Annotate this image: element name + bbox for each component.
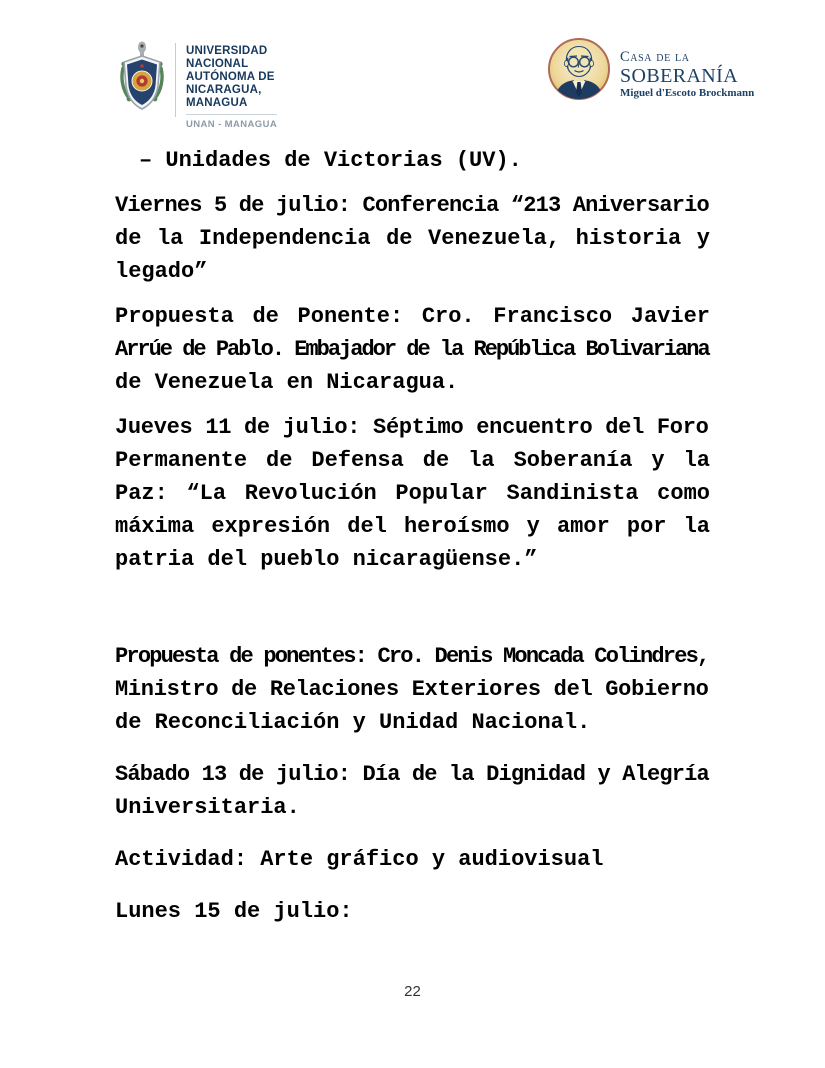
- casa-subtitle: Miguel d'Escoto Brockmann: [620, 87, 755, 99]
- text-line: Propuesta de Ponente: Cro. Francisco Javier: [115, 304, 710, 329]
- unan-name-line: NACIONAL: [186, 58, 249, 70]
- casa-medallion-icon: [547, 37, 611, 101]
- text-line: Actividad: Arte gráfico y audiovisual: [115, 847, 604, 872]
- unan-name-line: MANAGUA: [186, 97, 248, 109]
- text-line: legado”: [115, 259, 208, 284]
- page-number: 22: [404, 983, 421, 1000]
- text-line: Paz: “La Revolución Popular Sandinista como: [115, 481, 710, 506]
- text-line: de la Independencia de Venezuela, historia y: [115, 226, 710, 251]
- unan-name: [186, 40, 277, 110]
- paragraph: [115, 300, 710, 399]
- document-body: [115, 144, 710, 928]
- unan-crest-icon: [117, 40, 167, 118]
- text-line: – Unidades de Victorias (UV).: [139, 148, 522, 173]
- paragraph: [115, 895, 710, 928]
- logo-divider: [175, 43, 176, 117]
- text-line: Propuesta de ponentes: Cro. Denis Moncada Colindres,: [115, 644, 709, 669]
- unan-name-line: NICARAGUA,: [186, 84, 262, 96]
- text-line: Universitaria.: [115, 795, 300, 820]
- text-line: Permanente de Defensa de la Soberanía y la: [115, 448, 710, 473]
- paragraph: [115, 758, 710, 824]
- unan-subtitle: UNAN - MANAGUA: [186, 114, 277, 130]
- text-line: patria del pueblo nicaragüense.”: [115, 547, 538, 572]
- text-line: Lunes 15 de julio:: [115, 899, 353, 924]
- unan-name-line: UNIVERSIDAD: [186, 45, 268, 57]
- text-line: Jueves 11 de julio: Séptimo encuentro del Foro: [115, 415, 709, 440]
- blank-paragraph: [115, 588, 710, 628]
- text-line: de Reconciliación y Unidad Nacional.: [115, 710, 591, 735]
- unan-name-line: AUTÓNOMA DE: [186, 71, 275, 83]
- paragraph: [115, 144, 710, 177]
- casa-title-small: Casa de la: [620, 49, 690, 65]
- paragraph: [115, 843, 710, 876]
- text-line: máxima expresión del heroísmo y amor por la: [115, 514, 710, 539]
- casa-text-block: [620, 37, 754, 100]
- unan-text-block: [186, 40, 277, 130]
- text-line: Sábado 13 de julio: Día de la Dignidad y Alegría: [115, 762, 709, 787]
- text-line: Arrúe de Pablo. Embajador de la República Bolivariana: [115, 337, 709, 362]
- unan-logo: [117, 40, 277, 130]
- paragraph: [115, 411, 710, 576]
- casa-logo: [547, 37, 754, 101]
- text-line: Viernes 5 de julio: Conferencia “213 Aniversario: [115, 193, 709, 218]
- paragraph: [115, 640, 710, 739]
- text-line: de Venezuela en Nicaragua.: [115, 370, 459, 395]
- paragraph: [115, 189, 710, 288]
- casa-title-large: SOBERANÍA: [620, 65, 739, 87]
- text-line: Ministro de Relaciones Exteriores del Gobierno: [115, 677, 709, 702]
- page-footer: [0, 983, 825, 1000]
